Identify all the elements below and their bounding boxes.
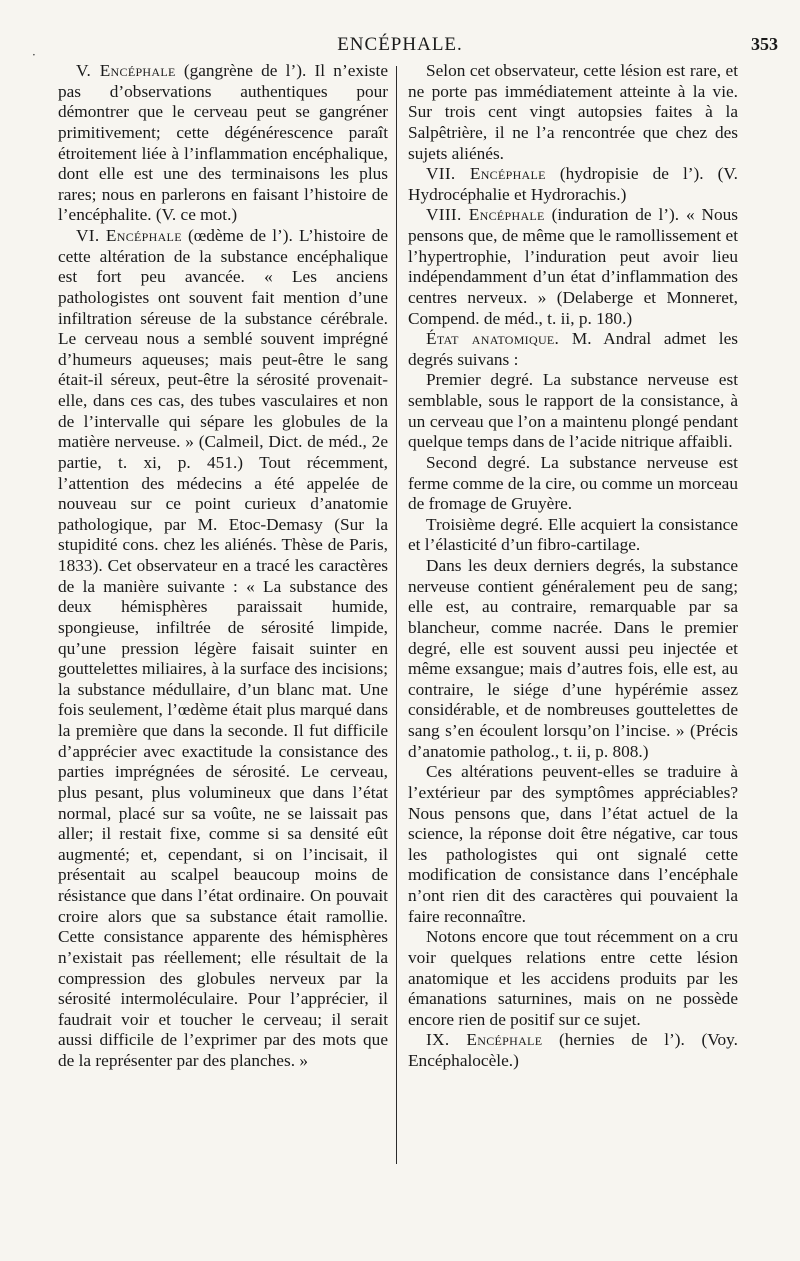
paragraph-second-degre: Second degré. La substance nerveuse est ferme comme de la cire, ou comme un morceau de fromage de Gruyère. xyxy=(408,452,738,514)
paragraph-etat-anatomique xyxy=(408,329,738,370)
entry-text: (hernies de l’). (Voy. Encéphalocèle.) xyxy=(408,1030,738,1070)
right-column xyxy=(408,61,738,1072)
section-viii-induration xyxy=(408,205,738,329)
paragraph-observer-note: Selon cet observateur, cette lésion est rare, et ne porte pas immédiatement atteinte à la vie. Sur trois cent vingt autopsies faites à la Salpêtrière, il ne l’a rencontrée que chez des sujets aliénés. xyxy=(408,61,738,163)
section-vi-oedema xyxy=(58,226,388,1072)
section-v-gangrene xyxy=(58,61,388,226)
entry-text: (gangrène de l’). Il n’existe pas d’observations authentiques pour démontrer que le cerveau peut se gangréner primitivement; cette dégénérescence paraît étroitement liée à l’inflammation encéphalique, dont elle est une des terminaisons les plus rares; nous en parlerons en faisant l’histoire de l’encéphalite. (V. ce mot.) xyxy=(58,61,389,225)
page-header xyxy=(0,34,800,58)
paragraph-derniers-degres: Dans les deux derniers degrés, la substance nerveuse contient généralement peu de sang; elle est, au contraire, remarquable par sa blancheur, comme nacrée. Dans le premier degré, elle est souvent aussi peu injectée et même exsangue; mais d’autres fois, elle est, au contraire, le siége d’une hypérémie assez considérable, et de nombreuses gouttelettes de sang s’en écoulent lorsqu’on l’incise. » (Précis d’anatomie patholog., t. ii, p. 808.) xyxy=(408,556,738,761)
entry-text: (induration de l’). « Nous pensons que, de même que le ramollissement et l’hypertrophie, l’induration peut avoir lieu indépendamment d’un état d’inflammation des centres nerveux. » (Delaberge et Monneret, Compend. de méd., t. ii, p. 180.) xyxy=(408,205,738,328)
left-column xyxy=(58,61,388,1072)
paragraph-premier-degre: Premier degré. La substance nerveuse est semblable, sous le rapport de la consistance, à un cerveau que l’on a maintenu plongé pendant quelque temps dans de l’acide nitrique affaibli. xyxy=(408,370,738,452)
subheading: État anatomique. xyxy=(426,329,560,349)
paragraph-saturnines: Notons encore que tout récemment on a cru voir quelques relations entre cette lésion anatomique et les accidens produits par les émanations saturnines, mais on ne possède encore rien de positif sur ce sujet. xyxy=(408,927,738,1029)
column-divider xyxy=(396,66,397,1164)
margin-mark: · xyxy=(32,48,36,62)
page-number: 353 xyxy=(751,34,778,54)
entry-heading: IX. Encéphale xyxy=(426,1030,543,1050)
entry-heading: VI. Encéphale xyxy=(76,226,182,245)
paragraph-troisieme-degre: Troisième degré. Elle acquiert la consistance et l’élasticité d’un fibro-cartilage. xyxy=(408,514,738,555)
running-title: ENCÉPHALE. xyxy=(337,34,463,55)
paragraph-symptomes: Ces altérations peuvent-elles se traduire à l’extérieur par des symptômes appréciables? Nous pensons que, dans l’état actuel de la science, la réponse doit être négative, car tous les pathologistes qui ont signalé cette modification de consistance dans l’encéphale n’ont rien dit des caractères qui pouvaient la faire reconnaître. xyxy=(408,762,738,926)
entry-text: (hydropisie de l’). (V. Hydrocéphalie et Hydrorachis.) xyxy=(408,164,738,204)
entry-heading: VII. Encéphale xyxy=(426,164,546,184)
entry-heading: V. Encéphale xyxy=(76,61,176,80)
section-ix-hernies xyxy=(408,1030,738,1071)
section-vii-hydropisie xyxy=(408,164,738,205)
entry-text: (œdème de l’). L’histoire de cette altération de la substance encéphalique est fort peu avancée. « Les anciens pathologistes ont souvent fait mention d’une infiltration séreuse de la substance cérébrale. Le cerveau nous a semblé souvent imprégné d’humeurs aqueuses; mais peut-être le sang était-il séreux, peut-être la sérosité provenait-elle, dans ces cas, des tubes vasculaires et non de l’intervalle qui sépare les globules de la matière nerveuse. » (Calmeil, Dict. de méd., 2e partie, t. xi, p. 451.) Tout récemment, l’attention des médecins a été appelée de nouveau sur ce point curieux d’anatomie pathologique, par M. Etoc-Demasy (Sur la stupidité cons. chez les aliénés. Thèse de Paris, 1833). Cet observateur en a tracé les caractères de la manière suivante : « La substance des deux hémisphères paraissait humide, spongieuse, infiltrée de sérosité limpide, qu’une pression légère faisait suinter en gouttelettes miliaires, à la surface des incisions; la substance médullaire, d’un blanc mat. Une fois seulement, l’œdème était plus marqué dans la première que dans la seconde. Il fut difficile d’apprécier avec exactitude la consistance des parties imprégnées de sérosité. Le cerveau, plus pesant, plus volumineux que dans l’état normal, placé sur sa voûte, ne se laissait pas aller; il restait fixe, comme si sa densité eût augmenté; et, cependant, si on l’incisait, il présentait au scalpel beaucoup moins de résistance que dans l’état ordinaire. On pouvait croire alors que sa substance était ramollie. Cette consistance apparente des hémisphères n’existait pas réellement; elle résultait de la compression des globules nerveux par la sérosité intermoléculaire. Pour l’apprécier, il faudrait voir et toucher le cerveau; il serait aussi difficile de l’exprimer par des mots que de la représenter par des planches. » xyxy=(58,226,389,1070)
entry-heading: VIII. Encéphale xyxy=(426,205,545,225)
entry-text: M. Andral admet les degrés suivans : xyxy=(408,329,738,369)
